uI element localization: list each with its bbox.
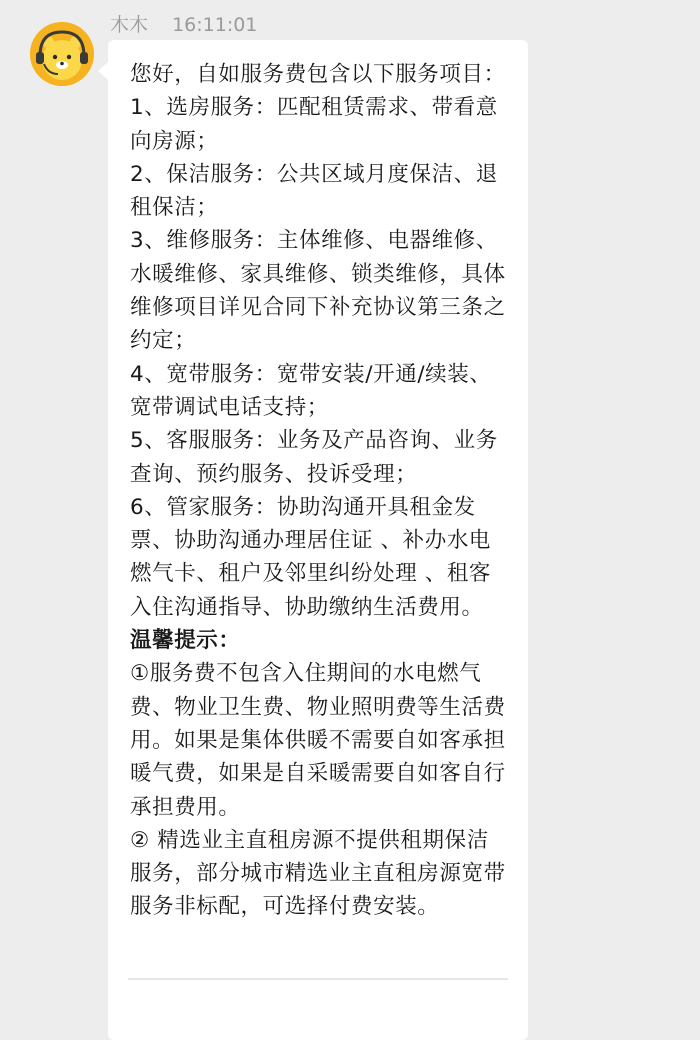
message-line: 3、维修服务：主体维修、电器维修、	[130, 228, 498, 254]
sender-name: 木木	[110, 14, 149, 36]
message-line: 租保洁；	[130, 195, 219, 221]
message-line: 费、物业卫生费、物业照明费等生活费	[130, 694, 506, 720]
message-line: 查询、预约服务、投诉受理；	[130, 461, 418, 487]
message-bubble[interactable]	[108, 40, 528, 1040]
message-line: 维修项目详见合同下补充协议第三条之	[130, 295, 506, 321]
message-line: 水暖维修、家具维修、锁类维修，具体	[130, 261, 506, 287]
message-line: 您好，自如服务费包含以下服务项目：	[130, 62, 506, 87]
message-line: 约定；	[130, 328, 197, 354]
message-line: ①服务费不包含入住期间的水电燃气	[130, 661, 482, 687]
message-line: 宽带调试电话支持；	[130, 394, 329, 420]
message-line: 票、协助沟通办理居住证 、补办水电	[130, 528, 492, 554]
message-line: 承担费用。	[130, 794, 241, 820]
message-line: 6、管家服务：协助沟通开具租金发	[130, 494, 476, 520]
bear-with-headset-avatar-icon	[30, 22, 94, 86]
bubble-divider	[128, 978, 508, 980]
message-line: 入住沟通指导、协助缴纳生活费用。	[130, 594, 484, 620]
message-line: 服务非标配，可选择付费安装。	[130, 894, 440, 920]
message-meta	[110, 10, 257, 37]
message-line: 向房源；	[130, 128, 219, 154]
tips-heading: 温馨提示：	[130, 628, 241, 654]
message-line: 暖气费，如果是自采暖需要自如客自行	[130, 761, 506, 787]
message-timestamp: 16:11:01	[172, 14, 258, 36]
message-line: 5、客服服务：业务及产品咨询、业务	[130, 428, 498, 454]
message-line: 服务，部分城市精选业主直租房源宽带	[130, 861, 506, 887]
message-line: ② 精选业主直租房源不提供租期保洁	[130, 827, 489, 853]
message-line: 2、保洁服务：公共区域月度保洁、退	[130, 161, 498, 187]
avatar[interactable]	[30, 22, 94, 86]
message-line: 4、宽带服务：宽带安装/开通/续装、	[130, 361, 492, 387]
message-line: 1、选房服务：匹配租赁需求、带看意	[130, 95, 498, 121]
message-line: 用。如果是集体供暖不需要自如客承担	[130, 727, 506, 753]
message-line: 燃气卡、租户及邻里纠纷处理 、租客	[130, 561, 492, 587]
